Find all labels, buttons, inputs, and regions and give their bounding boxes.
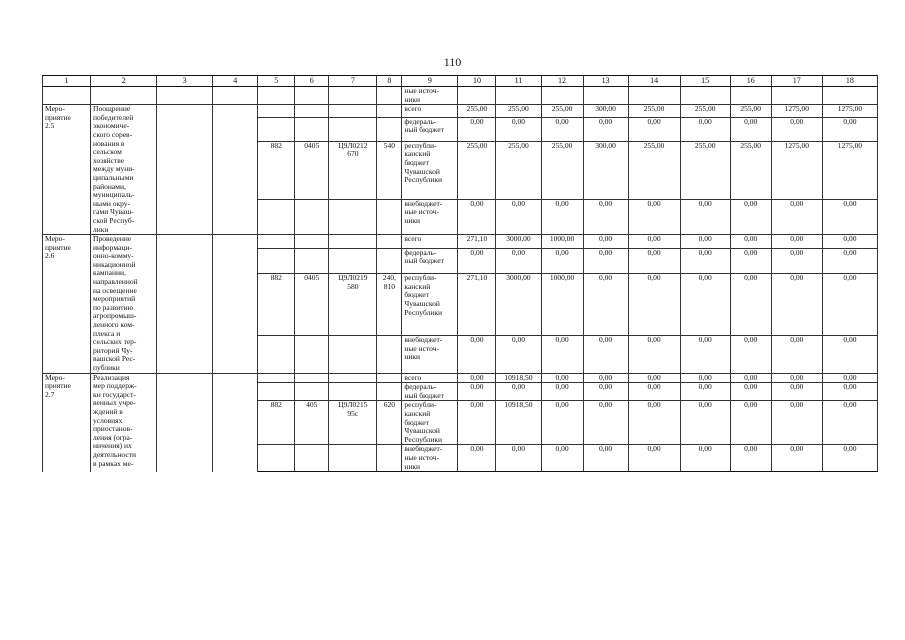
empty-cell <box>91 87 157 105</box>
column-number: 1 <box>43 76 91 87</box>
empty-cell <box>541 87 583 105</box>
amount-cell: 0,00 <box>730 235 771 248</box>
empty-cell <box>213 235 258 374</box>
column-number: 3 <box>157 76 213 87</box>
amount-cell: 0,00 <box>541 401 583 445</box>
section-code: 0405 <box>295 141 329 199</box>
column-number: 9 <box>402 76 458 87</box>
amount-cell: 0,00 <box>680 383 730 401</box>
amount-cell: 0,00 <box>583 335 628 373</box>
amount-cell: 0,00 <box>771 248 822 274</box>
column-number: 8 <box>377 76 402 87</box>
amount-cell: 0,00 <box>628 445 680 472</box>
amount-cell: 0,00 <box>730 335 771 373</box>
target-article-code <box>329 335 377 373</box>
section-code: 405 <box>295 401 329 445</box>
empty-cell <box>822 87 877 105</box>
amount-cell: 10918,50 <box>496 373 541 383</box>
target-article-code <box>329 373 377 383</box>
amount-cell: 0,00 <box>822 335 877 373</box>
empty-cell <box>628 87 680 105</box>
grbs-code: 882 <box>258 141 295 199</box>
amount-cell: 0,00 <box>680 401 730 445</box>
page-number: 110 <box>443 55 462 69</box>
amount-cell: 0,00 <box>730 274 771 336</box>
amount-cell: 0,00 <box>496 199 541 234</box>
amount-cell: 0,00 <box>628 235 680 248</box>
amount-cell: 255,00 <box>541 141 583 199</box>
expense-type-code <box>377 373 402 383</box>
budget-table <box>42 75 878 472</box>
amount-cell: 0,00 <box>771 117 822 141</box>
amount-cell: 0,00 <box>541 248 583 274</box>
amount-cell: 10918,50 <box>496 401 541 445</box>
amount-cell: 0,00 <box>458 401 496 445</box>
amount-cell: 255,00 <box>496 105 541 118</box>
grbs-code: 882 <box>258 401 295 445</box>
amount-cell: 3000,00 <box>496 235 541 248</box>
amount-cell: 0,00 <box>730 401 771 445</box>
table-row <box>43 235 878 248</box>
funding-source: внебюджет- ные источ- ники <box>402 199 458 234</box>
amount-cell: 0,00 <box>771 373 822 383</box>
column-number: 17 <box>771 76 822 87</box>
amount-cell: 3000,00 <box>496 274 541 336</box>
amount-cell: 0,00 <box>583 401 628 445</box>
empty-cell <box>680 87 730 105</box>
amount-cell: 0,00 <box>583 235 628 248</box>
expense-type-code: 240, 810 <box>377 274 402 336</box>
target-article-code: Ц9Л0219 580 <box>329 274 377 336</box>
measure-code: Меро- приятие 2.5 <box>43 105 91 235</box>
continuation-row <box>43 87 878 105</box>
amount-cell: 0,00 <box>771 274 822 336</box>
amount-cell: 0,00 <box>730 383 771 401</box>
amount-cell: 0,00 <box>730 445 771 472</box>
funding-source: федераль- ный бюджет <box>402 117 458 141</box>
section-code <box>295 199 329 234</box>
amount-cell: 0,00 <box>541 373 583 383</box>
header-row <box>43 76 878 87</box>
amount-cell: 0,00 <box>496 248 541 274</box>
empty-cell <box>213 105 258 235</box>
target-article-code <box>329 248 377 274</box>
empty-cell <box>157 87 213 105</box>
amount-cell: 0,00 <box>730 248 771 274</box>
amount-cell: 0,00 <box>583 274 628 336</box>
expense-type-code <box>377 117 402 141</box>
amount-cell: 255,00 <box>680 141 730 199</box>
amount-cell: 0,00 <box>458 335 496 373</box>
amount-cell: 255,00 <box>628 105 680 118</box>
funding-source: республи- канский бюджет Чувашской Республики <box>402 401 458 445</box>
expense-type-code: 540 <box>377 141 402 199</box>
amount-cell: 0,00 <box>628 274 680 336</box>
amount-cell: 255,00 <box>496 141 541 199</box>
grbs-code <box>258 235 295 248</box>
amount-cell: 0,00 <box>822 235 877 248</box>
funding-source: внебюджет- ные источ- ники <box>402 445 458 472</box>
empty-cell <box>496 87 541 105</box>
section-code <box>295 248 329 274</box>
amount-cell: 0,00 <box>541 445 583 472</box>
column-number: 15 <box>680 76 730 87</box>
empty-cell <box>43 87 91 105</box>
section-code <box>295 383 329 401</box>
column-number: 11 <box>496 76 541 87</box>
amount-cell: 255,00 <box>541 105 583 118</box>
expense-type-code <box>377 335 402 373</box>
amount-cell: 0,00 <box>583 248 628 274</box>
amount-cell: 0,00 <box>541 199 583 234</box>
amount-cell: 0,00 <box>822 373 877 383</box>
amount-cell: 0,00 <box>822 383 877 401</box>
section-code <box>295 445 329 472</box>
amount-cell: 0,00 <box>680 373 730 383</box>
empty-cell <box>377 87 402 105</box>
funding-source: всего <box>402 373 458 383</box>
amount-cell: 0,00 <box>628 248 680 274</box>
empty-cell <box>458 87 496 105</box>
amount-cell: 0,00 <box>822 274 877 336</box>
amount-cell: 255,00 <box>730 141 771 199</box>
funding-source: федераль- ный бюджет <box>402 383 458 401</box>
grbs-code <box>258 335 295 373</box>
amount-cell: 0,00 <box>458 248 496 274</box>
empty-cell <box>258 87 295 105</box>
column-number: 12 <box>541 76 583 87</box>
column-number: 4 <box>213 76 258 87</box>
amount-cell: 0,00 <box>771 383 822 401</box>
column-number: 7 <box>329 76 377 87</box>
expense-type-code <box>377 105 402 118</box>
amount-cell: 300,00 <box>583 141 628 199</box>
amount-cell: 0,00 <box>458 445 496 472</box>
empty-cell <box>213 373 258 472</box>
amount-cell: 0,00 <box>680 445 730 472</box>
amount-cell: 0,00 <box>730 199 771 234</box>
amount-cell: 0,00 <box>822 401 877 445</box>
section-code <box>295 235 329 248</box>
table-body <box>43 76 878 472</box>
empty-cell <box>295 87 329 105</box>
empty-cell <box>213 87 258 105</box>
empty-cell <box>157 105 213 235</box>
target-article-code <box>329 117 377 141</box>
amount-cell: 0,00 <box>583 373 628 383</box>
expense-type-code <box>377 248 402 274</box>
grbs-code: 882 <box>258 274 295 336</box>
grbs-code <box>258 117 295 141</box>
expense-type-code: 620 <box>377 401 402 445</box>
amount-cell: 0,00 <box>680 199 730 234</box>
amount-cell: 0,00 <box>771 401 822 445</box>
amount-cell: 0,00 <box>541 383 583 401</box>
section-code: 0405 <box>295 274 329 336</box>
amount-cell: 1275,00 <box>822 105 877 118</box>
amount-cell: 255,00 <box>458 141 496 199</box>
amount-cell: 0,00 <box>458 383 496 401</box>
amount-cell: 0,00 <box>583 383 628 401</box>
grbs-code <box>258 373 295 383</box>
amount-cell: 1000,00 <box>541 235 583 248</box>
amount-cell: 271,10 <box>458 235 496 248</box>
measure-name: Поощрение победителей экономиче- ского сорев- нования в сельском хозяйстве между муни- ципальными районами, муниципаль- ными окру- гами Чуваш- ской Респуб- лики <box>91 105 157 235</box>
amount-cell: 0,00 <box>583 199 628 234</box>
amount-cell: 0,00 <box>771 335 822 373</box>
section-code <box>295 335 329 373</box>
measure-code: Меро- приятие 2.7 <box>43 373 91 472</box>
target-article-code <box>329 235 377 248</box>
target-article-code <box>329 383 377 401</box>
empty-cell <box>157 235 213 374</box>
grbs-code <box>258 248 295 274</box>
amount-cell: 0,00 <box>496 117 541 141</box>
amount-cell: 0,00 <box>458 199 496 234</box>
amount-cell: 300,00 <box>583 105 628 118</box>
amount-cell: 0,00 <box>822 199 877 234</box>
amount-cell: 0,00 <box>496 445 541 472</box>
amount-cell: 0,00 <box>628 199 680 234</box>
funding-source: федераль- ный бюджет <box>402 248 458 274</box>
amount-cell: 0,00 <box>771 235 822 248</box>
amount-cell: 1000,00 <box>541 274 583 336</box>
target-article-code <box>329 445 377 472</box>
expense-type-code <box>377 199 402 234</box>
measure-name: Проведение информаци- онно-комму- никационной кампании, направленной на освещение мероприятий по развитию агропромыш- ленного ком- плекса и сельских тер- риторий Чу- вашской Рес- публики <box>91 235 157 374</box>
section-code <box>295 117 329 141</box>
amount-cell: 0,00 <box>496 335 541 373</box>
grbs-code <box>258 383 295 401</box>
column-number: 10 <box>458 76 496 87</box>
column-number: 6 <box>295 76 329 87</box>
empty-cell <box>583 87 628 105</box>
column-number: 18 <box>822 76 877 87</box>
amount-cell: 255,00 <box>458 105 496 118</box>
empty-cell <box>329 87 377 105</box>
amount-cell: 0,00 <box>771 445 822 472</box>
amount-cell: 1275,00 <box>771 141 822 199</box>
amount-cell: 0,00 <box>771 199 822 234</box>
amount-cell: 0,00 <box>628 383 680 401</box>
funding-source: республи- канский бюджет Чувашской Республики <box>402 141 458 199</box>
column-number: 16 <box>730 76 771 87</box>
amount-cell: 255,00 <box>730 105 771 118</box>
empty-cell <box>730 87 771 105</box>
funding-source: ные источ- ники <box>402 87 458 105</box>
target-article-code: Ц9Л0212 670 <box>329 141 377 199</box>
target-article-code <box>329 105 377 118</box>
amount-cell: 0,00 <box>583 445 628 472</box>
target-article-code <box>329 199 377 234</box>
amount-cell: 0,00 <box>541 117 583 141</box>
grbs-code <box>258 105 295 118</box>
measure-code: Меро- приятие 2.6 <box>43 235 91 374</box>
amount-cell: 0,00 <box>822 248 877 274</box>
amount-cell: 0,00 <box>730 117 771 141</box>
expense-type-code <box>377 383 402 401</box>
empty-cell <box>771 87 822 105</box>
target-article-code: Ц9Л0215 95с <box>329 401 377 445</box>
measure-name: Реализация мер поддерж- ки государст- венных учре- ждений в условиях приостанов- ления (огра- ничения) их деятельности в рамках ме- <box>91 373 157 472</box>
amount-cell: 1275,00 <box>822 141 877 199</box>
funding-source: всего <box>402 105 458 118</box>
amount-cell: 271,10 <box>458 274 496 336</box>
amount-cell: 0,00 <box>628 335 680 373</box>
column-number: 5 <box>258 76 295 87</box>
amount-cell: 0,00 <box>680 248 730 274</box>
section-code <box>295 105 329 118</box>
table-row <box>43 105 878 118</box>
grbs-code <box>258 199 295 234</box>
amount-cell: 0,00 <box>458 373 496 383</box>
column-number: 13 <box>583 76 628 87</box>
amount-cell: 0,00 <box>680 117 730 141</box>
amount-cell: 0,00 <box>730 373 771 383</box>
amount-cell: 0,00 <box>822 117 877 141</box>
amount-cell: 255,00 <box>680 105 730 118</box>
amount-cell: 0,00 <box>628 401 680 445</box>
funding-source: республи- канский бюджет Чувашской Республики <box>402 274 458 336</box>
empty-cell <box>157 373 213 472</box>
grbs-code <box>258 445 295 472</box>
section-code <box>295 373 329 383</box>
amount-cell: 0,00 <box>680 335 730 373</box>
amount-cell: 0,00 <box>822 445 877 472</box>
expense-type-code <box>377 235 402 248</box>
funding-source: внебюджет- ные источ- ники <box>402 335 458 373</box>
amount-cell: 0,00 <box>680 274 730 336</box>
column-number: 2 <box>91 76 157 87</box>
amount-cell: 0,00 <box>680 235 730 248</box>
column-number: 14 <box>628 76 680 87</box>
expense-type-code <box>377 445 402 472</box>
amount-cell: 0,00 <box>458 117 496 141</box>
amount-cell: 0,00 <box>541 335 583 373</box>
amount-cell: 0,00 <box>628 373 680 383</box>
amount-cell: 1275,00 <box>771 105 822 118</box>
amount-cell: 0,00 <box>628 117 680 141</box>
funding-source: всего <box>402 235 458 248</box>
amount-cell: 255,00 <box>628 141 680 199</box>
amount-cell: 0,00 <box>583 117 628 141</box>
amount-cell: 0,00 <box>496 383 541 401</box>
